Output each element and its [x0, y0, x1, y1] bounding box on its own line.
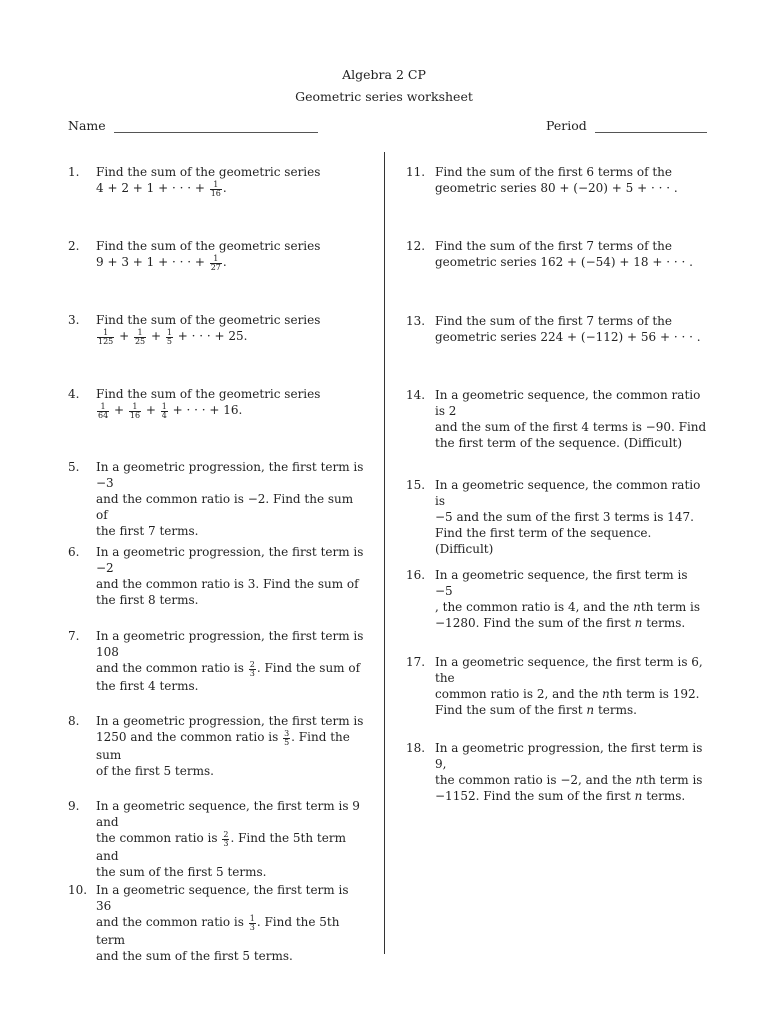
problem-text: In a geometric sequence, the common ratio is 2 and the sum of the first 4 terms is −90. Find the first term of the sequence. (Difficult) — [435, 388, 707, 450]
period-blank-line[interactable] — [595, 120, 707, 133]
problem-text: In a geometric sequence, the first term is 36 and the common ratio is $\frac{1}{3}$ . Find the 5th term and the sum of the first 5 terms. — [96, 883, 349, 964]
problem-number: 11. — [406, 165, 426, 179]
problem-text: Find the sum of the geometric series 4 + 2 + 1 + · · · + $\frac{1}{16}$ . — [96, 165, 321, 199]
fraction: $\frac{2}{3}$ — [249, 660, 255, 679]
problem-text: In a geometric sequence, the first term is 6, the common ratio is 2, and the nth term is 192. Find the sum of the first n terms. — [435, 655, 703, 717]
problem-number: 14. — [406, 388, 426, 402]
column-divider — [384, 152, 385, 954]
problem-text: In a geometric sequence, the first term is 9 and the common ratio is $\frac{2}{3}$ . Find the 5th term and the sum of the first 5 terms. — [96, 799, 360, 880]
problem-text: In a geometric progression, the first term is −3 and the common ratio is −2. Find the sum of the first 7 terms. — [96, 460, 364, 538]
fraction: $\frac{1}{16}$ — [210, 180, 221, 199]
fraction: $\frac{3}{5}$ — [284, 729, 290, 748]
problem-number: 17. — [406, 655, 426, 669]
problem-text: In a geometric sequence, the first term is −5 , the common ratio is 4, and the nth term is −1280. Find the sum of the first n terms. — [435, 568, 701, 630]
problem-number: 3. — [68, 313, 80, 327]
problem-number: 7. — [68, 629, 80, 643]
problem-number: 5. — [68, 460, 80, 474]
worksheet-title: Geometric series worksheet — [295, 89, 473, 104]
problem-number: 13. — [406, 314, 426, 328]
problem-number: 8. — [68, 714, 80, 728]
course-title: Algebra 2 CP — [342, 67, 426, 82]
problem-text: In a geometric sequence, the common ratio is −5 and the sum of the first 3 terms is 147. Find the first term of the sequence. (Difficult) — [435, 478, 701, 556]
problem-number: 4. — [68, 387, 80, 401]
fraction: $\frac{1}{125}$ — [98, 328, 114, 347]
name-field[interactable] — [68, 118, 318, 133]
fraction: $\frac{1}{3}$ — [249, 914, 255, 933]
name-blank-line[interactable] — [114, 120, 318, 133]
problem-number: 2. — [68, 239, 80, 253]
name-label: Name — [68, 118, 106, 133]
problem-text: Find the sum of the geometric series $\frac{1}{64}$ + $\frac{1}{16}$ + $\frac{1}{4}$ + · · · + 16. — [96, 387, 321, 421]
problem-text: In a geometric progression, the first term is 108 and the common ratio is $\frac{2}{3}$ . Find the sum of the first 4 terms. — [96, 629, 364, 694]
fraction: $\frac{1}{5}$ — [166, 328, 172, 347]
problem-number: 9. — [68, 799, 80, 813]
fraction: $\frac{1}{16}$ — [129, 402, 141, 421]
problem-number: 12. — [406, 239, 426, 253]
problem-number: 10. — [68, 883, 88, 897]
problem-number: 6. — [68, 545, 80, 559]
problem-text: Find the sum of the first 6 terms of the geometric series 80 + (−20) + 5 + · · · . — [435, 165, 678, 195]
problem-text: Find the sum of the geometric series $\frac{1}{125}$ + $\frac{1}{25}$ + $\frac{1}{5}$ + · · · + 25. — [96, 313, 321, 347]
problem-text: Find the sum of the first 7 terms of the geometric series 162 + (−54) + 18 + · · · . — [435, 239, 693, 269]
fraction: $\frac{1}{25}$ — [134, 328, 146, 347]
problem-text: In a geometric progression, the first term is −2 and the common ratio is 3. Find the sum of the first 8 terms. — [96, 545, 364, 607]
problem-number: 16. — [406, 568, 426, 582]
problem-number: 18. — [406, 741, 426, 755]
fraction: $\frac{2}{3}$ — [223, 830, 229, 849]
problem-number: 1. — [68, 165, 80, 179]
fraction: $\frac{1}{64}$ — [98, 402, 109, 421]
problem-text: Find the sum of the geometric series 9 + 3 + 1 + · · · + $\frac{1}{27}$ . — [96, 239, 321, 273]
problem-text: Find the sum of the first 7 terms of the geometric series 224 + (−112) + 56 + · · · . — [435, 314, 701, 344]
period-label: Period — [546, 118, 587, 133]
fraction: $\frac{1}{4}$ — [161, 402, 167, 421]
fraction: $\frac{1}{27}$ — [210, 254, 221, 273]
problem-text: In a geometric progression, the first term is 9, the common ratio is −2, and the nth term is −1152. Find the sum of the first n terms. — [435, 741, 703, 803]
problem-text: In a geometric progression, the first term is 1250 and the common ratio is $\frac{3}{5}$ . Find the sum of the first 5 terms. — [96, 714, 364, 779]
period-field[interactable] — [546, 118, 707, 133]
problem-number: 15. — [406, 478, 426, 492]
